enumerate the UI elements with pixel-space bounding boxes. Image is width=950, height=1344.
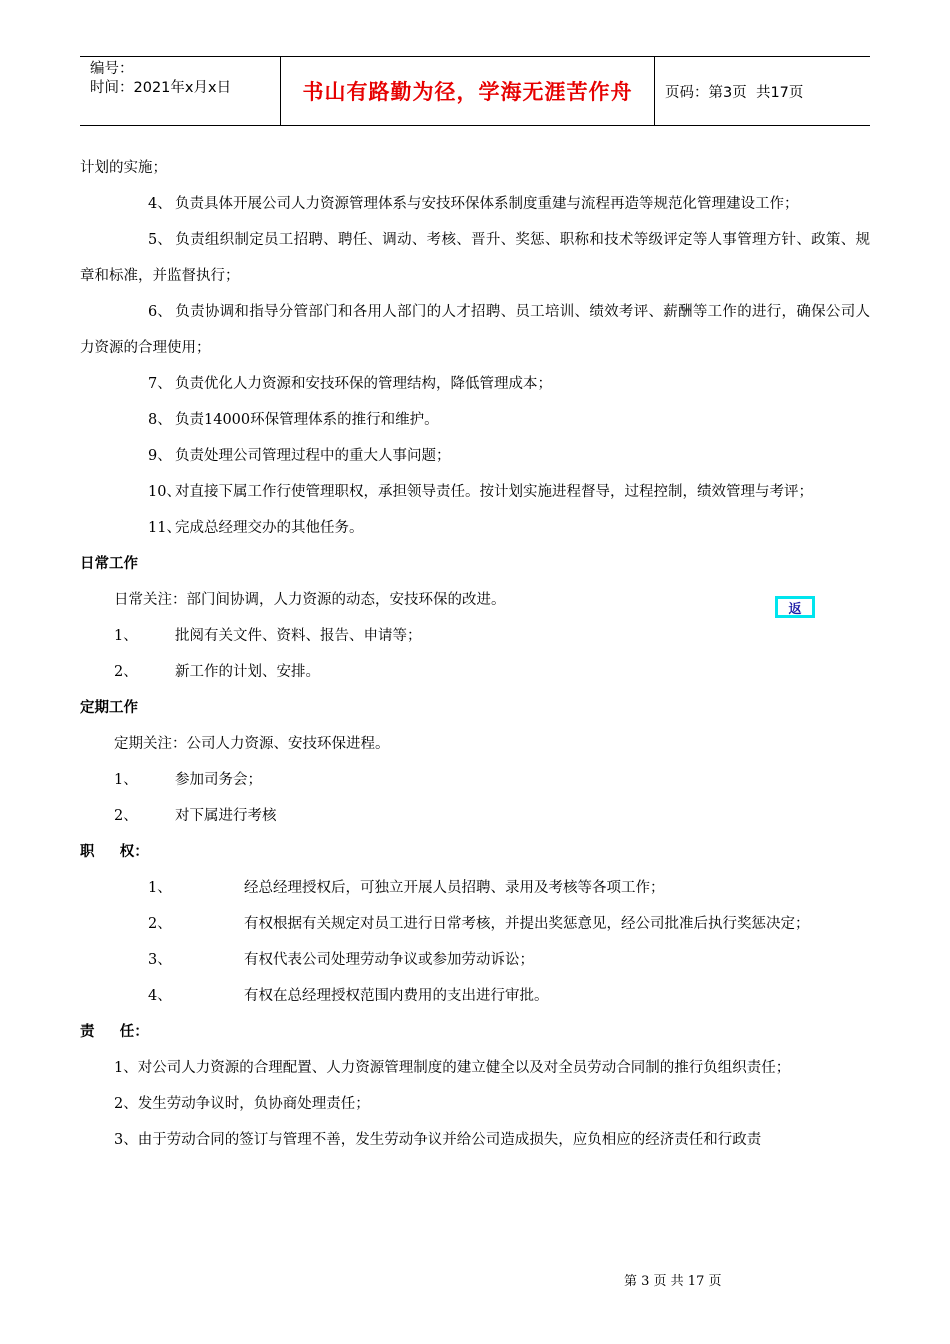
- responsibility-item: 3、由于劳动合同的签订与管理不善，发生劳动争议并给公司造成损失，应负相应的经济责任和行政责: [114, 1132, 762, 1148]
- paragraph: 计划的实施；: [80, 160, 167, 176]
- authority-item: 1、 经总经理授权后，可独立开展人员招聘、录用及考核等各项工作；: [148, 880, 665, 896]
- document-id-label: 编号：: [90, 61, 134, 77]
- duty-item: 8、 负责14000环保管理体系的推行和维护。: [148, 412, 439, 428]
- authority-item: 4、 有权在总经理授权范围内费用的支出进行审批。: [148, 988, 549, 1004]
- duty-item: 11、完成总经理交办的其他任务。: [148, 520, 364, 536]
- duty-item: 10、对直接下属工作行使管理职权，承担领导责任。按计划实施进程督导，过程控制，绩效管理与考评；: [148, 484, 813, 500]
- duty-item: 5、 负责组织制定员工招聘、聘任、调动、考核、晋升、奖惩、职称和技术等级评定等人事管理方针、政策、规章和标准，并监督执行；: [80, 232, 870, 284]
- periodic-focus: 定期关注：公司人力资源、安技环保进程。: [114, 736, 390, 752]
- section-title-periodic: 定期工作: [80, 700, 138, 716]
- daily-item: 2、 新工作的计划、安排。: [114, 664, 320, 680]
- header-right-cell: [655, 57, 870, 125]
- section-title-responsibility: 责 任：: [80, 1024, 149, 1040]
- document-body: [80, 150, 870, 1158]
- section-title-daily: 日常工作: [80, 556, 138, 572]
- periodic-item: 2、 对下属进行考核: [114, 808, 277, 824]
- duty-item: 4、 负责具体开展公司人力资源管理体系与安技环保体系制度重建与流程再造等规范化管理建设工作；: [148, 196, 799, 212]
- header-slogan: 书山有路勤为径，学海无涯苦作舟: [281, 57, 655, 125]
- periodic-item: 1、 参加司务会；: [114, 772, 262, 788]
- duty-item: 7、 负责优化人力资源和安技环保的管理结构，降低管理成本；: [148, 376, 552, 392]
- header-left-cell: [80, 57, 281, 125]
- page-footer: 第 3 页 共 17 页: [624, 1274, 722, 1289]
- page-header: [80, 56, 870, 126]
- daily-focus: 日常关注：部门间协调，人力资源的动态，安技环保的改进。: [114, 592, 506, 608]
- responsibility-item: 2、发生劳动争议时，负协商处理责任；: [114, 1096, 370, 1112]
- return-button[interactable]: 返: [775, 596, 815, 618]
- authority-item: 3、 有权代表公司处理劳动争议或参加劳动诉讼；: [148, 952, 534, 968]
- duty-item: 9、 负责处理公司管理过程中的重大人事问题；: [148, 448, 451, 464]
- daily-item: 1、 批阅有关文件、资料、报告、申请等；: [114, 628, 422, 644]
- document-time-label: 时间：2021年x月x日: [90, 80, 232, 96]
- header-page-label: 页码：第3页 共17页: [665, 84, 804, 101]
- authority-item: 2、 有权根据有关规定对员工进行日常考核，并提出奖惩意见，经公司批准后执行奖惩决定；: [148, 916, 810, 932]
- section-title-authority: 职 权：: [80, 844, 149, 860]
- duty-item: 6、 负责协调和指导分管部门和各用人部门的人才招聘、员工培训、绩效考评、薪酬等工作的进行，确保公司人力资源的合理使用；: [80, 304, 870, 356]
- responsibility-item: 1、对公司人力资源的合理配置、人力资源管理制度的建立健全以及对全员劳动合同制的推行负组织责任；: [114, 1060, 791, 1076]
